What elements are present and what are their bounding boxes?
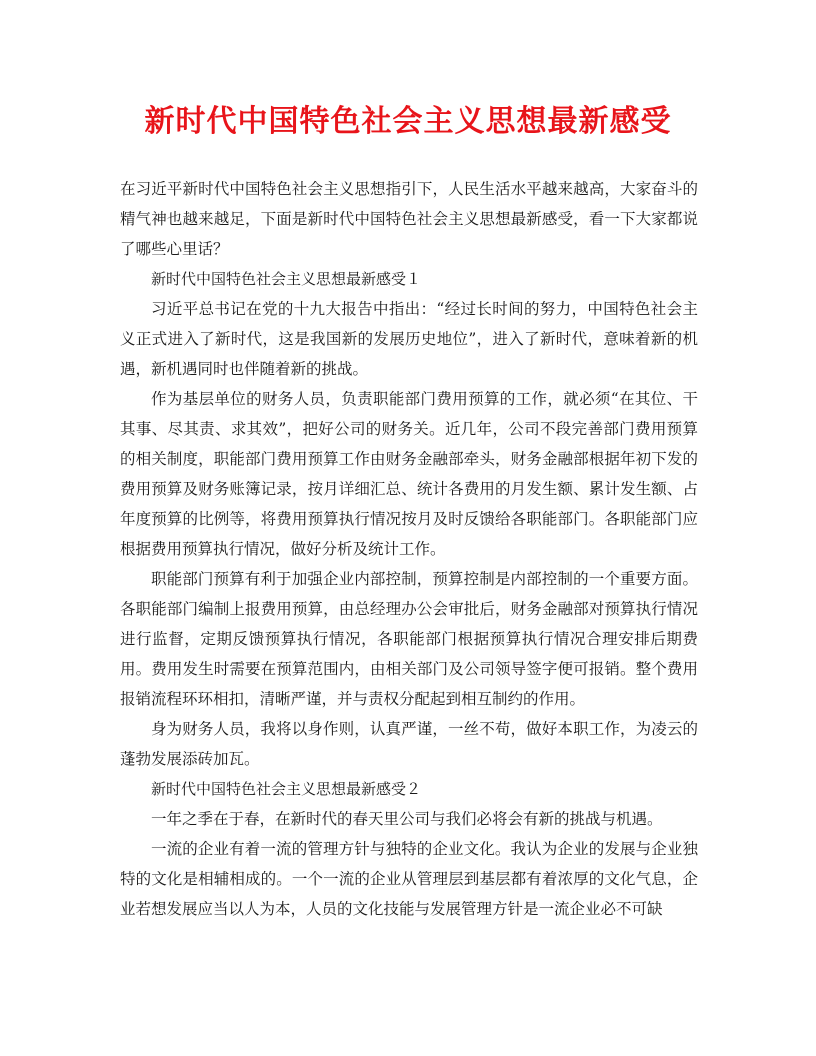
intro-paragraph: 在习近平新时代中国特色社会主义思想指引下，人民生活水平越来越高，大家奋斗的精气神也越来越足，下面是新时代中国特色社会主义思想最新感受，看一下大家都说了哪些心里话？	[120, 180, 698, 258]
body-paragraph: 一年之季在于春，在新时代的春天里公司与我们必将会有新的挑战与机遇。	[151, 810, 663, 828]
body-paragraph: 职能部门预算有利于加强企业内部控制，预算控制是内部控制的一个重要方面。各职能部门编制上报费用预算，由总经理办公会审批后，财务金融部对预算执行情况进行监督，定期反馈预算执行情况，各职能部门根据预算执行情况合理安排后期费用。费用发生时需要在预算范围内，由相关部门及公司领导签字便可报销。整个费用报销流程环环相扣，清晰严谨，并与责权分配起到相互制约的作用。	[120, 570, 698, 708]
body-paragraph: 习近平总书记在党的十九大报告中指出：“经过长时间的努力，中国特色社会主义正式进入了新时代，这是我国新的发展历史地位”，进入了新时代，意味着新的机遇，新机遇同时也伴随着新的挑战。	[120, 300, 698, 378]
section-heading-1: 新时代中国特色社会主义思想最新感受１	[151, 270, 422, 288]
document-title: 新时代中国特色社会主义思想最新感受	[144, 104, 672, 139]
body-paragraph: 作为基层单位的财务人员，负责职能部门费用预算的工作，就必须“在其位、干其事、尽其责、求其效”，把好公司的财务关。近几年，公司不段完善部门费用预算的相关制度，职能部门费用预算工作由财务金融部牵头，财务金融部根据年初下发的费用预算及财务账簿记录，按月详细汇总、统计各费用的月发生额、累计发生额、占年度预算的比例等，将费用预算执行情况按月及时反馈给各职能部门。各职能部门应根据费用预算执行情况，做好分析及统计工作。	[120, 390, 698, 558]
body-paragraph: 一流的企业有着一流的管理方针与独特的企业文化。我认为企业的发展与企业独特的文化是相辅相成的。一个一流的企业从管理层到基层都有着浓厚的文化气息，企业若想发展应当以人为本，人员的文化技能与发展管理方针是一流企业必不可缺	[120, 840, 698, 918]
body-paragraph: 身为财务人员，我将以身作则，认真严谨，一丝不苟，做好本职工作，为凌云的蓬勃发展添砖加瓦。	[120, 720, 698, 768]
section-heading-2: 新时代中国特色社会主义思想最新感受２	[151, 780, 422, 798]
document-body	[120, 174, 698, 924]
